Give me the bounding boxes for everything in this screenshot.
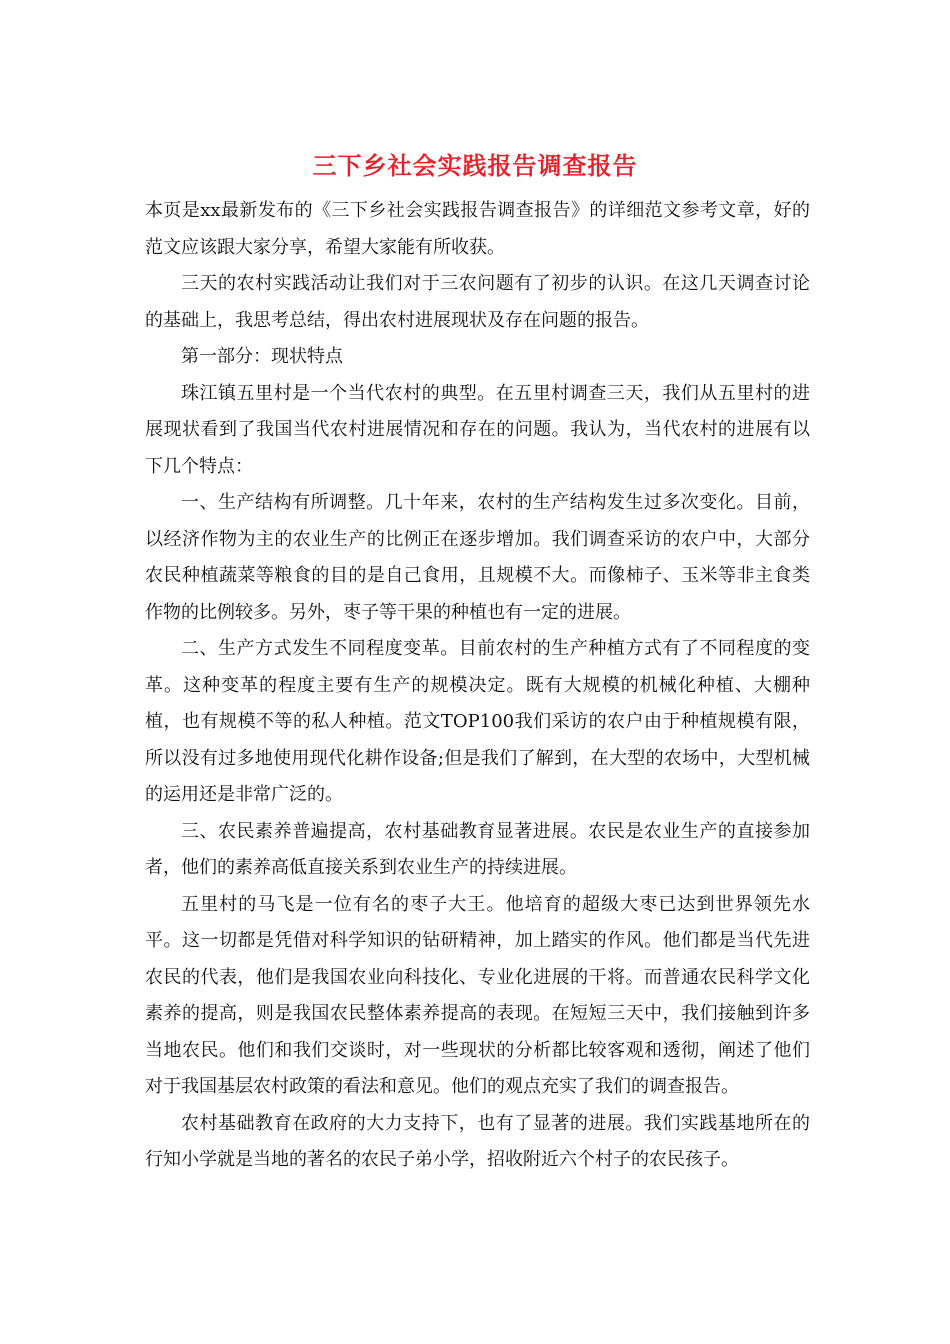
paragraph: 五里村的马飞是一位有名的枣子大王。他培育的超级大枣已达到世界领先水平。这一切都是凭借对科学知识的钻研精神，加上踏实的作风。他们都是当代先进农民的代表，他们是我国农业向科技化、专业化进展的干将。而普通农民科学文化素养的提高，则是我国农民整体素养提高的表现。在短短三天中，我们接触到许多当地农民。他们和我们交谈时，对一些现状的分析都比较客观和透彻，阐述了他们对于我国基层农村政策的看法和意见。他们的观点充实了我们的调查报告。 [145,893,810,1097]
paragraph: 珠江镇五里村是一个当代农村的典型。在五里村调查三天，我们从五里村的进展现状看到了我国当代农村进展情况和存在的问题。我认为，当代农村的进展有以下几个特点： [145,382,810,477]
paragraph: 三天的农村实践活动让我们对于三农问题有了初步的认识。在这几天调查讨论的基础上，我思考总结，得出农村进展现状及存在问题的报告。 [145,273,810,331]
paragraph: 三、农民素养普遍提高，农村基础教育显著进展。农民是农业生产的直接参加者，他们的素养高低直接关系到农业生产的持续进展。 [145,820,810,878]
paragraph: 农村基础教育在政府的大力支持下，也有了显著的进展。我们实践基地所在的行知小学就是当地的著名的农民子弟小学，招收附近六个村子的农民孩子。 [145,1112,810,1170]
paragraph: 一、生产结构有所调整。几十年来，农村的生产结构发生过多次变化。目前，以经济作物为主的农业生产的比例正在逐步增加。我们调查采访的农户中，大部分农民种植蔬菜等粮食的目的是自己食用，且规模不大。而像柿子、玉米等非主食类作物的比例较多。另外，枣子等干果的种植也有一定的进展。 [145,492,810,623]
document-title: 三下乡社会实践报告调查报告 [312,151,638,180]
paragraph: 二、生产方式发生不同程度变革。目前农村的生产种植方式有了不同程度的变革。这种变革的程度主要有生产的规模决定。既有大规模的机械化种植、大棚种植，也有规模不等的私人种植。范文TOP100我们采访的农户由于种植规模有限，所以没有过多地使用现代化耕作设备;但是我们了解到，在大型的农场中，大型机械的运用还是非常广泛的。 [145,638,810,805]
section-heading: 第一部分：现状特点 [181,346,343,367]
paragraph-intro: 本页是xx最新发布的《三下乡社会实践报告调查报告》的详细范文参考文章，好的范文应该跟大家分享，希望大家能有所收获。 [145,200,810,258]
document-body [145,193,810,1179]
